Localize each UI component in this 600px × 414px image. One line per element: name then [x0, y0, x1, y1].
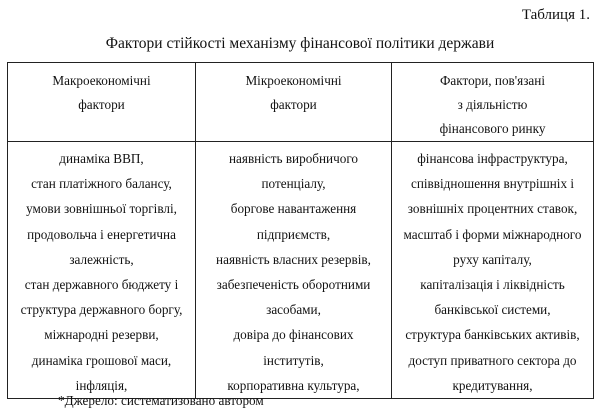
list-item: капіталізація і ліквідність	[420, 277, 565, 293]
list-item: потенціалу,	[261, 176, 326, 192]
header-macroeconomic	[8, 63, 196, 142]
list-item: кредитування,	[452, 377, 533, 393]
list-item: боргове навантаження	[230, 201, 357, 217]
list-item: руху капіталу,	[453, 251, 532, 267]
header-line: фактори	[270, 97, 317, 112]
list-item: структура державного боргу,	[20, 302, 183, 318]
table-number: Таблиця 1.	[521, 7, 590, 23]
list-item: міжнародні резерви,	[44, 327, 159, 343]
list-item: доступ приватного сектора до	[408, 352, 577, 368]
list-item: підприємств,	[256, 226, 331, 242]
list-item: динаміка грошової маси,	[31, 352, 172, 368]
list-item: масштаб і форми міжнародного	[403, 226, 582, 242]
source-note: *Джерело: систематизовано автором	[58, 393, 264, 408]
factors-table	[7, 62, 594, 399]
header-financial-market	[392, 63, 594, 142]
header-microeconomic	[196, 63, 392, 142]
list-item: банківської системи,	[434, 302, 551, 318]
header-row	[8, 63, 594, 142]
list-item: наявність власних резервів,	[216, 251, 371, 267]
header-line: з діяльністю	[457, 97, 528, 112]
list-item: фінансова інфраструктура,	[417, 151, 568, 166]
list-item: умови зовнішньої торгівлі,	[26, 201, 177, 217]
list-item: динаміка ВВП,	[59, 151, 144, 166]
list-item: структура банківських активів,	[405, 327, 580, 343]
list-item: стан державного бюджету і	[24, 277, 179, 293]
list-item: засобами,	[266, 302, 321, 318]
header-line: Макроекономічні	[52, 73, 151, 88]
list-item: наявність виробничого	[228, 151, 359, 166]
list-item: стан платіжного балансу,	[31, 176, 172, 192]
list-item: інститутів,	[263, 352, 324, 368]
macroeconomic-factors-cell	[8, 142, 196, 399]
header-line: Мікроекономічні	[245, 73, 342, 88]
list-item: корпоративна культура,	[227, 377, 360, 393]
list-item: зовнішніх процентних ставок,	[407, 201, 578, 217]
content-row	[8, 142, 594, 399]
table-title: Фактори стійкості механізму фінансової політики держави	[105, 35, 495, 52]
header-line: Фактори, пов'язані	[439, 73, 546, 88]
microeconomic-factors-cell	[196, 142, 392, 399]
financial-market-factors-cell	[392, 142, 594, 399]
header-line: фінансового ринку	[439, 121, 546, 136]
list-item: залежність,	[69, 251, 134, 267]
header-line: фактори	[78, 97, 125, 112]
list-item: забезпеченість оборотними	[216, 277, 371, 293]
list-item: співвідношення внутрішніх і	[410, 176, 575, 192]
list-item: інфляція,	[75, 377, 128, 393]
list-item: довіра до фінансових	[233, 327, 354, 343]
list-item: продовольча і енергетична	[27, 226, 176, 242]
